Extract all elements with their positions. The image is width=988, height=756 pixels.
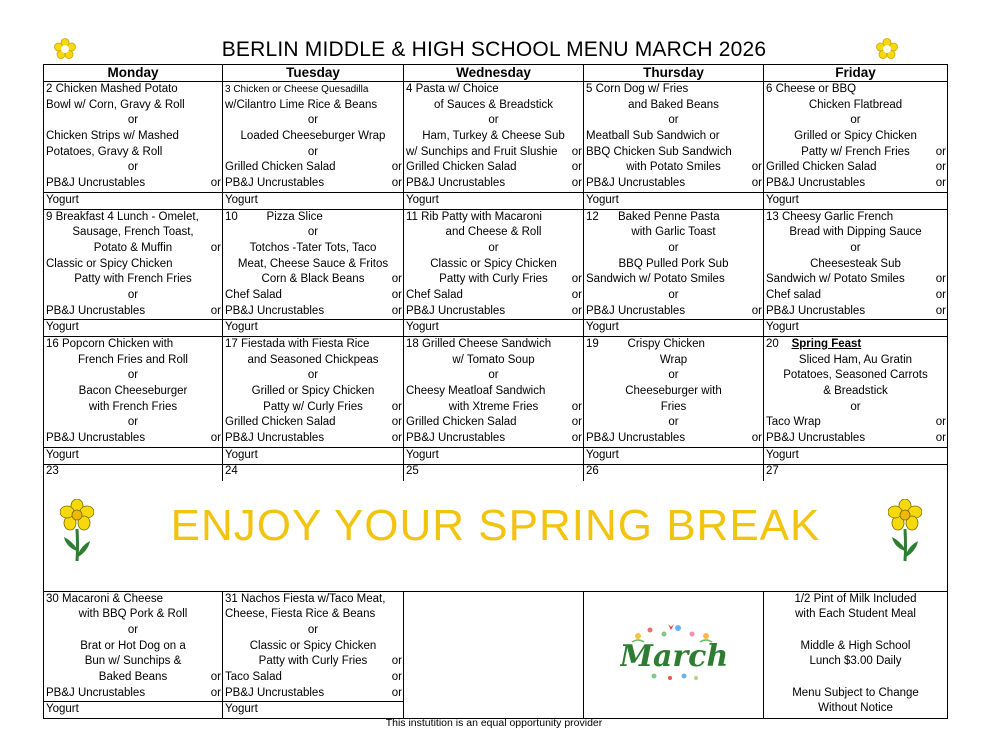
- or-label: or: [391, 432, 402, 445]
- menu-line: [584, 431, 763, 447]
- menu-line: or: [668, 369, 679, 382]
- or-label: or: [571, 400, 582, 413]
- menu-line-text: Grilled Chicken Salad: [406, 161, 517, 174]
- menu-line: 10 Pizza Slice: [225, 210, 323, 223]
- or-label: or: [935, 288, 946, 301]
- notice-info: Menu Subject to Change: [792, 686, 919, 699]
- week-row-2: [44, 209, 948, 337]
- menu-line: [44, 176, 222, 192]
- menu-line: Chicken Strips w/ Mashed: [46, 130, 179, 143]
- menu-line: [404, 304, 583, 320]
- menu-line-text: PB&J Uncrustables: [46, 686, 146, 699]
- menu-line: or: [127, 416, 139, 429]
- menu-line: Yogurt: [44, 447, 222, 464]
- menu-line: Sandwich w/ Potato Smiles: [586, 273, 725, 286]
- spring-feast-title: Spring Feast: [791, 338, 862, 350]
- break-day-numbers: [44, 465, 947, 481]
- menu-line: [223, 670, 403, 686]
- or-label: or: [391, 288, 402, 301]
- day-cell-mar-16: [44, 337, 223, 465]
- header-tuesday: Tuesday: [223, 65, 404, 82]
- march-art-label: March: [620, 638, 728, 674]
- title-row: [0, 38, 988, 64]
- sun-flower-icon-right: [876, 38, 898, 60]
- footer-note: This instutition is an equal opportunity provider: [385, 717, 603, 729]
- menu-line: Fries: [660, 400, 687, 413]
- menu-line-text: PB&J Uncrustables: [46, 304, 146, 317]
- or-label: or: [210, 241, 221, 254]
- menu-line-text: PB&J Uncrustables: [586, 304, 686, 317]
- menu-line: 9 Breakfast 4 Lunch - Omelet,: [46, 210, 199, 223]
- menu-line-text: Patty with Curly Fries: [258, 655, 368, 668]
- menu-line-text: PB&J Uncrustables: [766, 432, 866, 445]
- menu-line: w/Cilantro Lime Rice & Beans: [225, 98, 378, 111]
- menu-line: [404, 176, 583, 192]
- or-label: or: [210, 177, 221, 190]
- week-row-1: [44, 82, 948, 210]
- menu-line-text: PB&J Uncrustables: [225, 304, 325, 317]
- menu-line: 18 Grilled Cheese Sandwich: [406, 338, 552, 350]
- info-cell: [764, 591, 948, 719]
- menu-line: or: [850, 241, 861, 254]
- menu-line: Sausage, French Toast,: [72, 226, 194, 239]
- menu-line: 6 Cheese or BBQ: [766, 83, 857, 95]
- menu-line: Classic or Spicy Chicken: [430, 257, 557, 270]
- menu-line-text: PB&J Uncrustables: [586, 177, 686, 190]
- day-number-25: 25: [404, 465, 584, 481]
- march-art-cell: [584, 591, 764, 719]
- menu-line: [223, 400, 403, 416]
- menu-line-text: Potato & Muffin: [93, 241, 173, 254]
- menu-line: French Fries and Roll: [78, 353, 188, 366]
- menu-line: or: [668, 241, 679, 254]
- menu-calendar: [43, 64, 948, 719]
- menu-line: & Breadstick: [823, 385, 888, 398]
- menu-line: with BBQ Pork & Roll: [78, 608, 188, 621]
- menu-line-text: Taco Salad: [225, 670, 282, 683]
- day-cell-mar-2: [44, 82, 223, 210]
- menu-line: or: [307, 369, 319, 382]
- menu-line: Bowl w/ Corn, Gravy & Roll: [46, 98, 185, 111]
- day-number-23: 23: [44, 465, 223, 481]
- menu-line: Yogurt: [44, 192, 222, 209]
- menu-line: or: [668, 114, 679, 127]
- header-friday: Friday: [764, 65, 948, 82]
- header-thursday: Thursday: [584, 65, 764, 82]
- menu-line-text: Chef Salad: [225, 288, 282, 301]
- menu-line: Meat, Cheese Sauce & Fritos: [237, 257, 389, 270]
- menu-line: [764, 304, 947, 320]
- menu-line: of Sauces & Breadstick: [434, 98, 553, 111]
- day-number-27: 27: [766, 464, 779, 477]
- menu-line: [404, 415, 583, 431]
- menu-line: Yogurt: [44, 701, 222, 718]
- menu-line: Brat or Hot Dog on a: [80, 639, 186, 652]
- menu-line-text: PB&J Uncrustables: [766, 304, 866, 317]
- day-number-24: 24: [223, 465, 404, 481]
- or-label: or: [210, 670, 221, 683]
- or-label: or: [391, 400, 402, 413]
- menu-line: 13 Cheesy Garlic French: [766, 210, 894, 223]
- day-number: 20: [766, 338, 779, 350]
- menu-line: or: [307, 145, 319, 158]
- or-label: or: [935, 145, 946, 158]
- menu-line: or: [488, 114, 499, 127]
- menu-line: Yogurt: [584, 447, 763, 464]
- menu-line: Bread with Dipping Sauce: [789, 226, 922, 239]
- menu-line: Sliced Ham, Au Gratin: [798, 353, 913, 366]
- menu-line-text: Chef salad: [766, 288, 821, 301]
- or-label: or: [391, 670, 402, 683]
- weekday-header-row: [44, 65, 948, 82]
- day-cell-mar-19: [584, 337, 764, 465]
- menu-line: [764, 337, 947, 353]
- menu-line: [223, 654, 403, 670]
- menu-line: Totchos -Tater Tots, Taco: [249, 241, 377, 254]
- menu-line: or: [307, 623, 319, 636]
- day-cell-mar-3: [223, 82, 404, 210]
- menu-line: Cheesesteak Sub: [810, 257, 901, 270]
- menu-line-text: Corn & Black Beans: [261, 273, 365, 286]
- menu-line: [404, 272, 583, 288]
- menu-line: BBQ Chicken Sub Sandwich: [586, 145, 732, 158]
- day-cell-mar-31: [223, 591, 404, 719]
- menu-line-text: Grilled Chicken Salad: [406, 416, 517, 429]
- menu-line-text: PB&J Uncrustables: [225, 686, 325, 699]
- menu-line: Yogurt: [223, 319, 403, 336]
- blank-line: [764, 623, 947, 639]
- menu-line: [223, 176, 403, 192]
- menu-line: w/ Tomato Soup: [452, 353, 535, 366]
- menu-line: Potatoes, Seasoned Carrots: [783, 369, 928, 382]
- menu-line: Yogurt: [584, 192, 763, 209]
- menu-line: [223, 272, 403, 288]
- menu-line: or: [127, 369, 139, 382]
- day-number-26: 26: [584, 465, 764, 481]
- menu-line: Classic or Spicy Chicken: [249, 639, 377, 652]
- menu-line-text: with Potato Smiles: [626, 161, 721, 174]
- menu-line: [764, 431, 947, 447]
- milk-info: 1/2 Pint of Milk Included: [794, 592, 917, 605]
- menu-line: and Baked Beans: [628, 98, 719, 111]
- menu-line: Cheesy Meatloaf Sandwich: [406, 385, 546, 398]
- menu-line: or: [127, 623, 139, 636]
- price-info: Middle & High School: [800, 639, 911, 652]
- menu-line-text: Baked Beans: [98, 670, 168, 683]
- or-label: or: [391, 416, 402, 429]
- spring-break-row: [44, 464, 948, 591]
- or-label: or: [751, 177, 762, 190]
- menu-line: [404, 145, 583, 161]
- menu-line: 31 Nachos Fiesta w/Taco Meat,: [225, 592, 386, 605]
- menu-line-text: with Xtreme Fries: [448, 400, 539, 413]
- menu-line-text: PB&J Uncrustables: [766, 177, 866, 190]
- menu-line: 11 Rib Patty with Macaroni: [406, 210, 542, 223]
- or-label: or: [391, 686, 402, 699]
- menu-line: [223, 415, 403, 431]
- menu-line: or: [488, 241, 499, 254]
- or-label: or: [571, 416, 582, 429]
- menu-line: Bun w/ Sunchips &: [84, 655, 182, 668]
- leaf-decor-icon: [652, 673, 699, 680]
- day-cell-mar-30: [44, 591, 223, 719]
- or-label: or: [571, 177, 582, 190]
- week-row-3: [44, 337, 948, 465]
- menu-line: Yogurt: [764, 319, 947, 336]
- menu-line: [44, 304, 222, 320]
- menu-line: Patty with French Fries: [74, 273, 192, 286]
- menu-line-text: PB&J Uncrustables: [225, 432, 325, 445]
- page-title: BERLIN MIDDLE & HIGH SCHOOL MENU MARCH 2026: [221, 38, 767, 61]
- menu-line: [223, 288, 403, 304]
- menu-line: Yogurt: [584, 319, 763, 336]
- menu-line: [764, 176, 947, 192]
- day-cell-mar-12: [584, 209, 764, 337]
- menu-line: [223, 431, 403, 447]
- menu-line: [584, 160, 763, 176]
- menu-line: Wrap: [659, 353, 688, 366]
- menu-line-text: PB&J Uncrustables: [46, 177, 146, 190]
- menu-line: or: [668, 416, 679, 429]
- header-wednesday: Wednesday: [404, 65, 584, 82]
- menu-line: [404, 431, 583, 447]
- menu-line: Yogurt: [223, 447, 403, 464]
- menu-line: Yogurt: [404, 319, 583, 336]
- menu-line-text: Grilled Chicken Salad: [766, 161, 877, 174]
- menu-line: Yogurt: [404, 192, 583, 209]
- menu-line-text: PB&J Uncrustables: [406, 432, 506, 445]
- or-label: or: [391, 655, 402, 668]
- blank-line: [764, 670, 947, 686]
- menu-line: [44, 241, 222, 257]
- or-label: or: [935, 177, 946, 190]
- menu-line: BBQ Pulled Pork Sub: [618, 257, 729, 270]
- or-label: or: [571, 288, 582, 301]
- menu-line: [764, 288, 947, 304]
- menu-line: [223, 160, 403, 176]
- menu-line-text: PB&J Uncrustables: [225, 177, 325, 190]
- menu-line-text: PB&J Uncrustables: [406, 304, 506, 317]
- day-cell-mar-4: [404, 82, 584, 210]
- day-cell-empty: [404, 591, 584, 719]
- menu-line: [764, 160, 947, 176]
- or-label: or: [391, 273, 402, 286]
- or-label: or: [571, 161, 582, 174]
- menu-line: or: [488, 369, 499, 382]
- spring-break-cell: [44, 464, 948, 591]
- or-label: or: [935, 273, 946, 286]
- menu-line: Yogurt: [764, 447, 947, 464]
- or-label: or: [571, 304, 582, 317]
- menu-line: [404, 160, 583, 176]
- menu-line: Ham, Turkey & Cheese Sub: [422, 130, 565, 143]
- menu-line: 3 Chicken or Cheese Quesadilla: [225, 84, 369, 95]
- menu-line-text: PB&J Uncrustables: [406, 177, 506, 190]
- or-label: or: [935, 304, 946, 317]
- day-cell-mar-5: [584, 82, 764, 210]
- notice-info: Without Notice: [818, 702, 893, 715]
- menu-line: 19 Crispy Chicken: [586, 338, 705, 350]
- or-label: or: [210, 686, 221, 699]
- or-label: or: [571, 145, 582, 158]
- menu-line: [223, 304, 403, 320]
- or-label: or: [210, 432, 221, 445]
- menu-line-text: Taco Wrap: [766, 416, 821, 429]
- menu-line: Classic or Spicy Chicken: [46, 257, 173, 270]
- menu-line-text: Patty with Curly Fries: [439, 273, 548, 286]
- menu-line: Yogurt: [223, 701, 403, 718]
- menu-line: [764, 145, 947, 161]
- menu-line: [44, 670, 222, 686]
- day-cell-mar-20: [764, 337, 948, 465]
- or-label: or: [391, 177, 402, 190]
- or-label: or: [571, 273, 582, 286]
- menu-line: Yogurt: [44, 319, 222, 336]
- menu-line: or: [307, 226, 319, 239]
- menu-line: or: [668, 288, 679, 301]
- menu-line: [44, 431, 222, 447]
- menu-line: [764, 415, 947, 431]
- menu-line: Yogurt: [404, 447, 583, 464]
- menu-line: Grilled or Spicy Chicken: [794, 130, 917, 143]
- or-label: or: [210, 304, 221, 317]
- menu-line: Cheeseburger with: [625, 385, 722, 398]
- menu-line: 2 Chicken Mashed Potato: [46, 83, 178, 95]
- daffodil-icon-right: [888, 499, 922, 563]
- menu-line: with French Fries: [88, 400, 178, 413]
- menu-line-text: Chef Salad: [406, 288, 463, 301]
- menu-line: or: [307, 114, 319, 127]
- or-label: or: [751, 161, 762, 174]
- menu-line: or: [127, 161, 139, 174]
- menu-line-text: Sandwich w/ Potato Smiles: [766, 273, 905, 286]
- menu-line: [223, 686, 403, 702]
- day-cell-mar-18: [404, 337, 584, 465]
- menu-line-text: PB&J Uncrustables: [586, 432, 686, 445]
- menu-line: Chicken Flatbread: [808, 98, 903, 111]
- menu-line-text: Patty w/ Curly Fries: [263, 400, 363, 413]
- menu-line: [404, 400, 583, 416]
- menu-line: [44, 686, 222, 702]
- menu-line: Potatoes, Gravy & Roll: [46, 145, 163, 158]
- menu-line: [404, 288, 583, 304]
- menu-line: [584, 176, 763, 192]
- or-label: or: [935, 432, 946, 445]
- spring-break-banner: ENJOY YOUR SPRING BREAK: [170, 500, 821, 550]
- march-floral-art: [620, 622, 728, 682]
- menu-line: Loaded Cheeseburger Wrap: [240, 130, 386, 143]
- or-label: or: [391, 304, 402, 317]
- menu-line: Yogurt: [764, 192, 947, 209]
- day-cell-mar-17: [223, 337, 404, 465]
- menu-line: 12 Baked Penne Pasta: [586, 210, 720, 223]
- menu-line: 17 Fiestada with Fiesta Rice: [225, 338, 370, 350]
- menu-line: [584, 304, 763, 320]
- menu-line-text: w/ Sunchips and Fruit Slushie: [406, 145, 558, 158]
- menu-line: Bacon Cheeseburger: [78, 385, 188, 398]
- menu-line: [764, 272, 947, 288]
- day-cell-mar-6: [764, 82, 948, 210]
- or-label: or: [751, 432, 762, 445]
- menu-line: with Garlic Toast: [631, 226, 716, 239]
- or-label: or: [935, 416, 946, 429]
- milk-info: with Each Student Meal: [795, 608, 916, 621]
- menu-line: or: [850, 114, 861, 127]
- menu-line: Yogurt: [223, 192, 403, 209]
- or-label: or: [935, 161, 946, 174]
- header-monday: Monday: [44, 65, 223, 82]
- day-cell-mar-11: [404, 209, 584, 337]
- day-cell-mar-13: [764, 209, 948, 337]
- week-row-5: [44, 591, 948, 719]
- menu-line: or: [127, 114, 139, 127]
- menu-line: 5 Corn Dog w/ Fries: [586, 83, 689, 95]
- menu-line-text: Grilled Chicken Salad: [225, 161, 336, 174]
- menu-line: and Cheese & Roll: [445, 226, 542, 239]
- menu-line-text: Grilled Chicken Salad: [225, 416, 336, 429]
- menu-line: 30 Macaroni & Cheese: [46, 592, 163, 605]
- menu-line: or: [127, 288, 139, 301]
- menu-line-text: Patty w/ French Fries: [801, 145, 910, 158]
- or-label: or: [391, 161, 402, 174]
- menu-line: Meatball Sub Sandwich or: [586, 130, 720, 143]
- day-cell-mar-9: [44, 209, 223, 337]
- menu-line: or: [850, 400, 861, 413]
- day-cell-mar-10: [223, 209, 404, 337]
- menu-line: Cheese, Fiesta Rice & Beans: [225, 608, 376, 621]
- or-label: or: [571, 432, 582, 445]
- menu-line: 4 Pasta w/ Choice: [406, 83, 499, 95]
- menu-line-text: PB&J Uncrustables: [46, 432, 146, 445]
- menu-line: 16 Popcorn Chicken with: [46, 338, 174, 350]
- price-info: Lunch $3.00 Daily: [809, 655, 902, 668]
- menu-line: and Seasoned Chickpeas: [247, 353, 379, 366]
- or-label: or: [751, 304, 762, 317]
- menu-line: Grilled or Spicy Chicken: [251, 385, 375, 398]
